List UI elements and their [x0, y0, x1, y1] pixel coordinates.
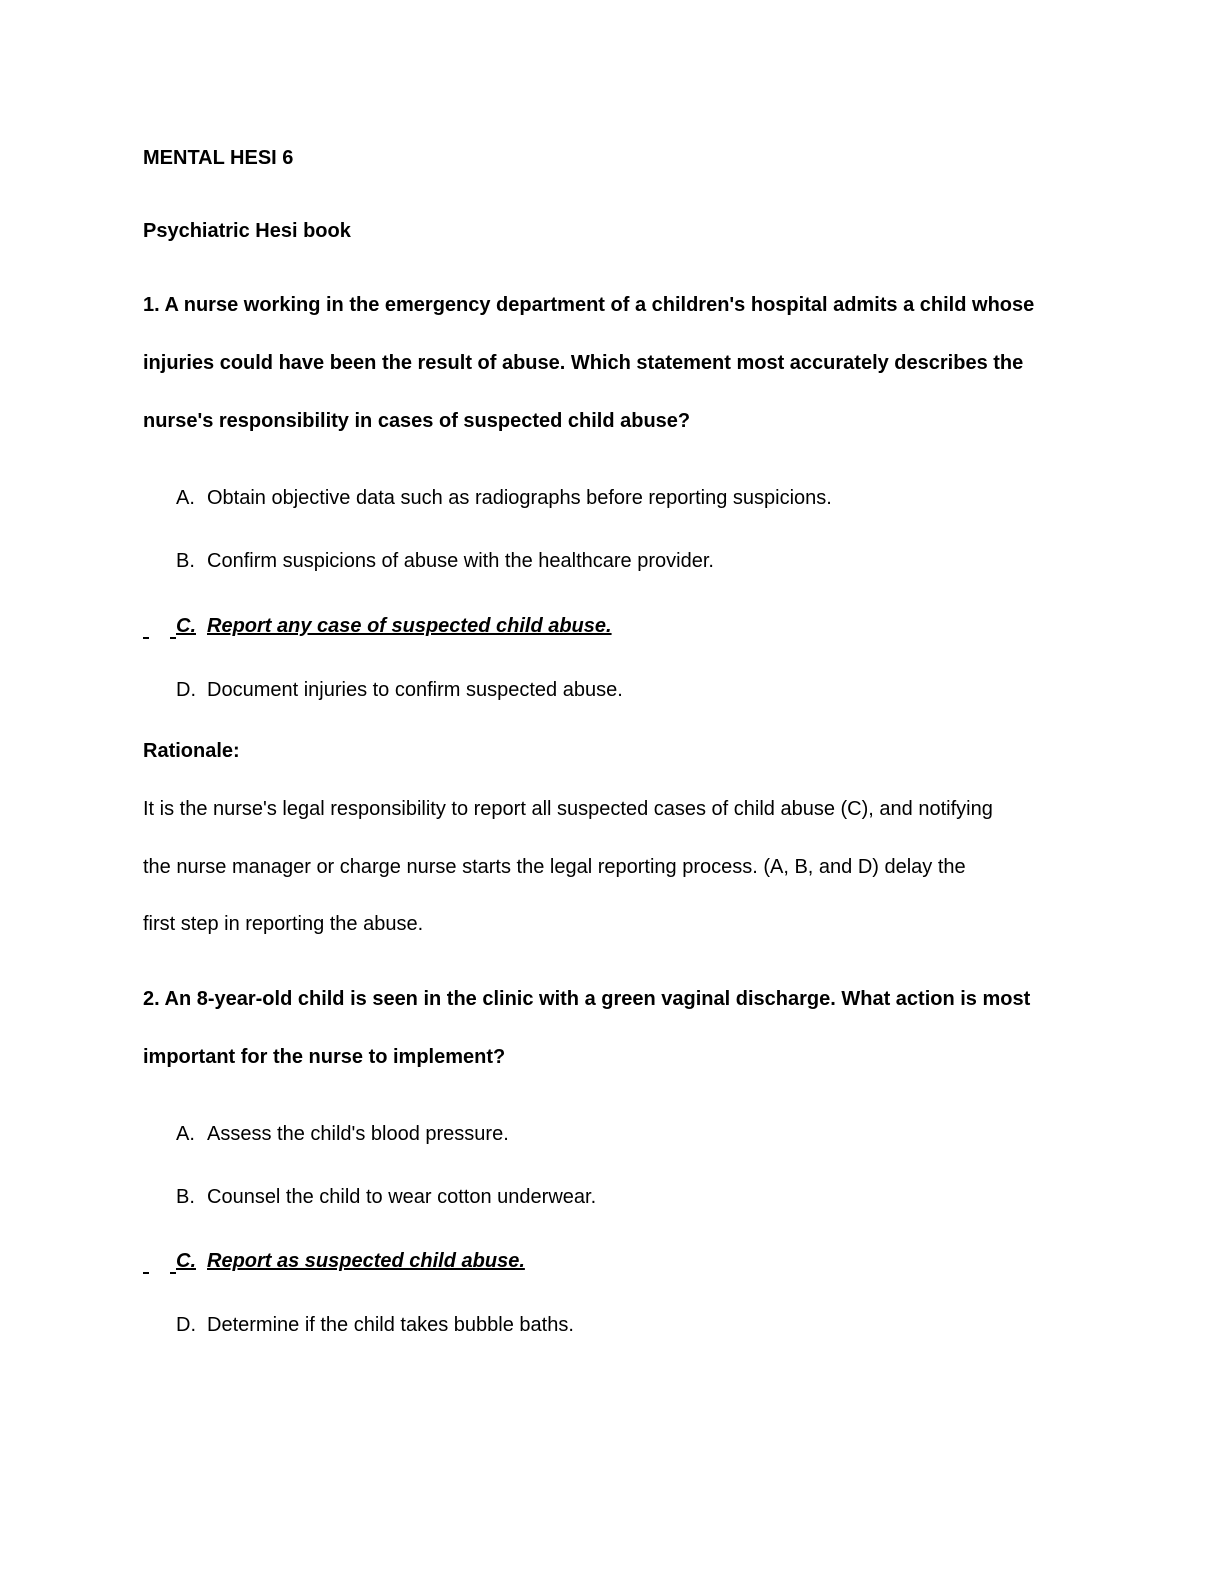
- option-letter: B.: [176, 550, 195, 572]
- option-letter: D.: [176, 1314, 196, 1336]
- question-2-option-c-correct: [176, 1247, 525, 1275]
- option-text: Obtain objective data such as radiographs before reporting suspicions.: [207, 487, 832, 509]
- rationale-heading: Rationale:: [143, 740, 240, 762]
- option-text: Assess the child's blood pressure.: [207, 1123, 509, 1145]
- question-1-stem-line-1: 1. A nurse working in the emergency department of a children's hospital admits a child whose: [143, 294, 1035, 316]
- option-text: Report any case of suspected child abuse.: [207, 615, 612, 637]
- document-subtitle: Psychiatric Hesi book: [143, 220, 351, 242]
- option-text: Counsel the child to wear cotton underwear.: [207, 1186, 597, 1208]
- option-text: Determine if the child takes bubble baths.: [207, 1314, 574, 1336]
- question-2-stem-line-2: important for the nurse to implement?: [143, 1046, 506, 1068]
- question-1-option-b: [176, 547, 714, 575]
- answer-marker: [143, 1272, 149, 1274]
- question-2-option-d: [176, 1311, 574, 1339]
- question-2-stem-line-1: 2. An 8-year-old child is seen in the clinic with a green vaginal discharge. What action is most: [143, 988, 1031, 1010]
- rationale-line-2: the nurse manager or charge nurse starts the legal reporting process. (A, B, and D) delay the: [143, 856, 966, 878]
- option-letter: A.: [176, 1123, 195, 1145]
- answer-marker: [143, 637, 149, 639]
- question-1-option-d: [176, 676, 623, 704]
- rationale-line-3: first step in reporting the abuse.: [143, 913, 424, 935]
- question-1-stem-line-3: nurse's responsibility in cases of suspected child abuse?: [143, 410, 691, 432]
- question-2-option-a: [176, 1120, 509, 1148]
- document-title: MENTAL HESI 6: [143, 147, 294, 169]
- rationale-line-1: It is the nurse's legal responsibility to report all suspected cases of child abuse (C), and notifying: [143, 798, 993, 820]
- question-2-option-b: [176, 1183, 596, 1211]
- option-letter: D.: [176, 679, 196, 701]
- question-1-stem-line-2: injuries could have been the result of abuse. Which statement most accurately describes the: [143, 352, 1024, 374]
- option-text: Report as suspected child abuse.: [207, 1250, 525, 1272]
- option-letter: B.: [176, 1186, 195, 1208]
- option-letter: C.: [176, 615, 196, 637]
- option-letter: A.: [176, 487, 195, 509]
- question-1-option-a: [176, 484, 832, 512]
- question-1-option-c-correct: [176, 612, 612, 640]
- option-letter: C.: [176, 1250, 196, 1272]
- option-text: Document injuries to confirm suspected abuse.: [207, 679, 623, 701]
- option-text: Confirm suspicions of abuse with the healthcare provider.: [207, 550, 714, 572]
